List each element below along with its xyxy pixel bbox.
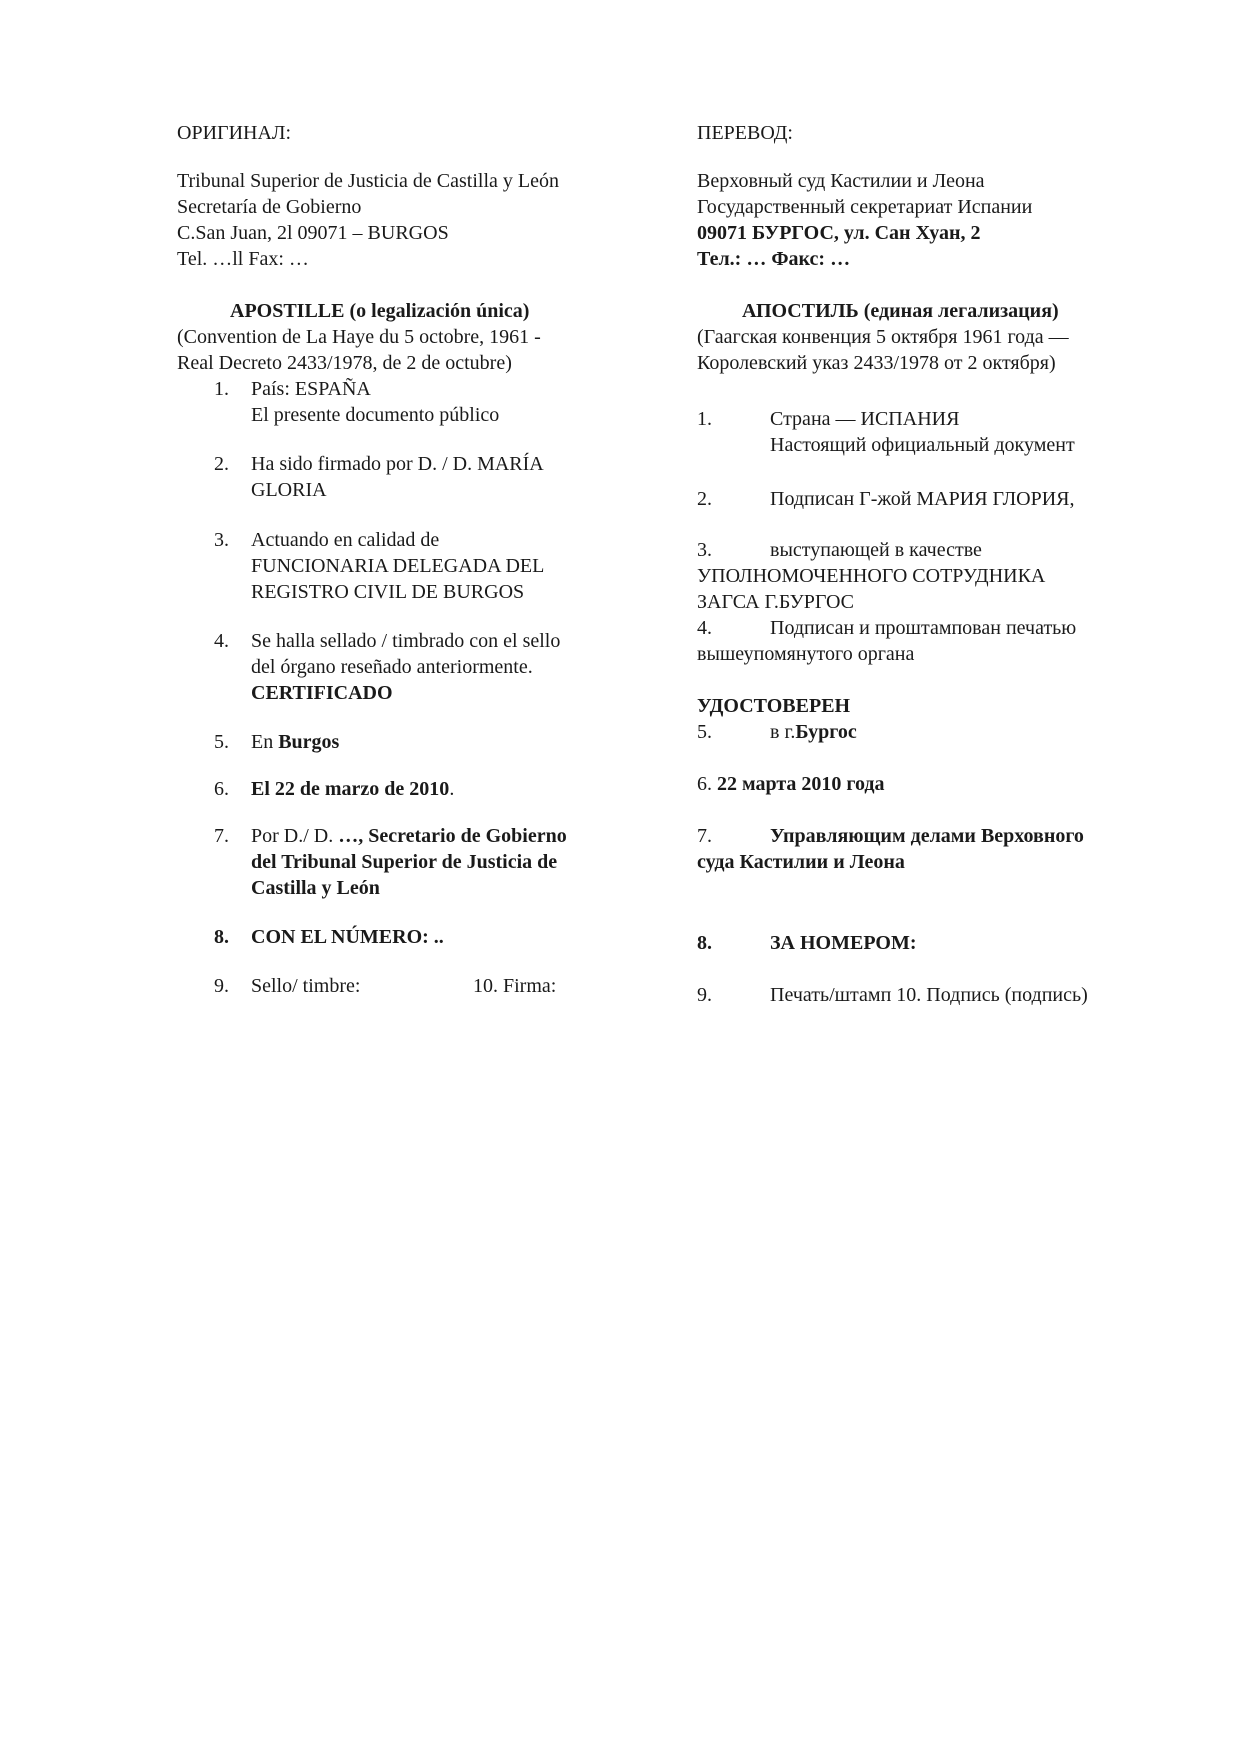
translation-heading: ПЕРЕВОД: <box>697 122 793 144</box>
original-item-number: 5. <box>214 731 229 753</box>
original-item-text <box>251 823 567 849</box>
translation-item-number: 1. <box>697 408 712 430</box>
original-signer-line: Castilla y León <box>251 877 380 899</box>
original-item-number: 3. <box>214 529 229 551</box>
original-date-suffix: . <box>449 778 455 800</box>
original-apostille-title: APOSTILLE (o legalización única) <box>230 300 530 322</box>
translation-item-text: Страна — ИСПАНИЯ <box>770 408 960 430</box>
original-item-text: Se halla sellado / timbrado con el sello <box>251 630 561 652</box>
translation-item-text: ЗАГСА Г.БУРГОС <box>697 591 855 613</box>
translation-item-text: Подписан Г-жой МАРИЯ ГЛОРИЯ, <box>770 488 1075 510</box>
original-place-prefix: En <box>251 731 279 753</box>
original-number-label: CON EL NÚMERO: .. <box>251 926 444 948</box>
original-item-text: del órgano reseñado anteriormente. <box>251 656 533 678</box>
original-convention-line: Real Decreto 2433/1978, de 2 de octubre) <box>177 352 512 374</box>
original-header-line: Tribunal Superior de Justicia de Castilla y León <box>177 170 559 192</box>
original-signer-line: del Tribunal Superior de Justicia de <box>251 851 558 873</box>
original-seal-label: Sello/ timbre: <box>251 975 361 997</box>
translation-header-line: Государственный секретариат Испании <box>697 196 1033 218</box>
translation-item-number: 4. <box>697 617 712 639</box>
original-header-line: C.San Juan, 2l 09071 – BURGOS <box>177 222 449 244</box>
translation-item-text: выступающей в качестве <box>770 539 982 561</box>
translation-item-text <box>697 771 885 797</box>
translation-item-number: 9. <box>697 984 712 1006</box>
translation-signer-line: суда Кастилии и Леона <box>697 851 905 873</box>
original-item-text: Actuando en calidad de <box>251 529 440 551</box>
translation-item-text: УПОЛНОМОЧЕННОГО СОТРУДНИКА <box>697 565 1046 587</box>
translation-header-line: Тел.: … Факс: … <box>697 248 851 270</box>
original-item-text: FUNCIONARIA DELEGADA DEL <box>251 555 545 577</box>
original-certified: CERTIFICADO <box>251 682 393 704</box>
original-item-number: 4. <box>214 630 229 652</box>
translation-item-text: Настоящий официальный документ <box>770 434 1075 456</box>
translation-item-text: Подписан и проштампован печатью <box>770 617 1077 639</box>
original-signer-prefix: Por D./ D. <box>251 825 339 847</box>
original-item-text: REGISTRO CIVIL DE BURGOS <box>251 581 525 603</box>
original-item-number: 2. <box>214 453 229 475</box>
translation-item-number: 7. <box>697 825 712 847</box>
translation-certified: УДОСТОВЕРЕН <box>697 695 851 717</box>
translation-item-number: 2. <box>697 488 712 510</box>
translation-number-label: ЗА НОМЕРОМ: <box>770 932 917 954</box>
translation-convention-line: (Гаагская конвенция 5 октября 1961 года — <box>697 326 1069 348</box>
original-item-number: 7. <box>214 825 229 847</box>
original-item-number: 9. <box>214 975 229 997</box>
translation-place: Бургос <box>795 721 857 743</box>
original-header-line: Tel. …ll Fax: … <box>177 248 309 270</box>
translation-signer: Управляющим делами Верховного <box>770 825 1084 847</box>
original-place: Burgos <box>278 731 340 753</box>
translation-header-line: Верховный суд Кастилии и Леона <box>697 170 985 192</box>
original-item-text <box>251 776 454 802</box>
translation-item-text <box>770 719 857 745</box>
translation-place-prefix: в г. <box>770 721 796 743</box>
original-item-text: El presente documento público <box>251 404 500 426</box>
translation-item-number: 8. <box>697 932 712 954</box>
original-item-number: 1. <box>214 378 229 400</box>
translation-apostille-title: АПОСТИЛЬ (единая легализация) <box>742 300 1059 322</box>
original-item-text <box>251 729 339 755</box>
translation-seal-signature-label: Печать/штамп 10. Подпись (подпись) <box>770 984 1088 1006</box>
original-item-number: 6. <box>214 778 229 800</box>
original-item-text: Ha sido firmado por D. / D. MARÍA <box>251 453 544 475</box>
translation-item-number: 5. <box>697 721 712 743</box>
translation-date: 22 марта 2010 года <box>717 773 885 795</box>
translation-convention-line: Королевский указ 2433/1978 от 2 октября) <box>697 352 1056 374</box>
original-convention-line: (Convention de La Haye du 5 octobre, 1961 - <box>177 326 541 348</box>
translation-item-text: вышеупомянутого органа <box>697 643 915 665</box>
original-signature-label: 10. Firma: <box>473 975 557 997</box>
translation-header-line: 09071 БУРГОС, ул. Сан Хуан, 2 <box>697 222 981 244</box>
original-date: El 22 de marzo de 2010 <box>251 778 450 800</box>
translation-item-number: 6. <box>697 773 712 795</box>
original-heading: ОРИГИНАЛ: <box>177 122 292 144</box>
original-header-line: Secretaría de Gobierno <box>177 196 362 218</box>
original-signer: …, Secretario de Gobierno <box>338 825 567 847</box>
original-item-number: 8. <box>214 926 229 948</box>
original-item-text: GLORIA <box>251 479 327 501</box>
original-item-text: País: ESPAÑA <box>251 378 371 400</box>
translation-item-number: 3. <box>697 539 712 561</box>
